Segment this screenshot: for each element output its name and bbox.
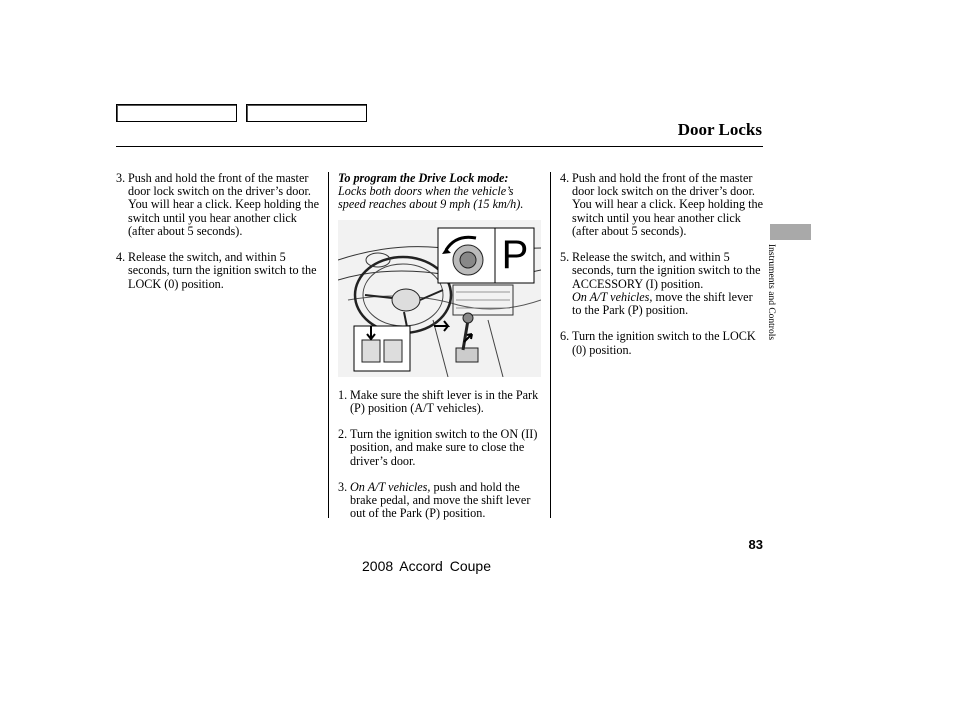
step-text: Push and hold the front of the master door lock switch on the driver’s door. You will hear a click. Keep holding the switch until you hear another click (after about 5 seconds).: [128, 171, 320, 238]
step-number: 6.: [560, 329, 570, 344]
step-number: 1.: [338, 387, 348, 402]
list-item: [116, 172, 321, 238]
section-intro: Locks both doors when the vehicle’s speed reaches about 9 mph (15 km/h).: [338, 184, 524, 212]
list-item: [338, 428, 544, 468]
column-middle: [338, 172, 544, 534]
column-divider-right: [550, 172, 551, 518]
page-title: Door Locks: [677, 120, 762, 139]
list-item: [116, 251, 321, 291]
step-number: 3.: [338, 480, 348, 494]
step-text: [350, 481, 544, 521]
step-text-body: Release the switch, and within 5 seconds, turn the ignition switch to the ACCESSORY (I) position.: [572, 250, 761, 291]
header-divider: [116, 146, 763, 147]
footer-vehicle-label: 2008 Accord Coupe: [362, 558, 491, 574]
section-label: [766, 244, 784, 374]
step-text-body: push and hold the brake pedal, and move the shift lever out of the Park (P) position.: [350, 480, 531, 521]
step-number: 3.: [116, 171, 126, 185]
step-number: 5.: [560, 250, 570, 265]
list-item: [560, 330, 764, 356]
dashboard-illustration: [338, 220, 541, 377]
step-number: 4.: [560, 171, 570, 185]
list-item: [338, 481, 544, 521]
list-item: [338, 389, 544, 415]
nav-button-contents[interactable]: [116, 104, 237, 122]
column-divider-left: [328, 172, 329, 518]
section-heading: To program the Drive Lock mode:: [338, 171, 509, 185]
step-text: Push and hold the front of the master door lock switch on the driver’s door. You will hear a click. Keep holding the switch until you hear another click (after about 5 seconds).: [572, 171, 764, 238]
step-text: [572, 251, 764, 317]
step-text: Turn the ignition switch to the ON (II) position, and make sure to close the driver’s door.: [350, 427, 538, 468]
step-condition: On A/T vehicles,: [572, 289, 653, 304]
step-condition: On A/T vehicles,: [350, 480, 431, 494]
step-note: move the shift lever to the Park (P) position.: [572, 289, 753, 318]
step-number: 2.: [338, 427, 348, 442]
column-right: [560, 172, 764, 370]
step-number: 4.: [116, 250, 126, 265]
column-left: [116, 172, 321, 304]
list-item: [560, 251, 764, 317]
step-text: Make sure the shift lever is in the Park (P) position (A/T vehicles).: [350, 387, 539, 415]
page-number: 83: [748, 537, 763, 552]
park-indicator-letter: P: [501, 232, 529, 277]
section-label-text: Instruments and Controls: [766, 244, 776, 341]
section-tab[interactable]: [770, 224, 811, 240]
step-text: Turn the ignition switch to the LOCK (0) position.: [572, 329, 756, 357]
step-text: Release the switch, and within 5 seconds, turn the ignition switch to the LOCK (0) position.: [128, 250, 317, 291]
nav-button-home[interactable]: [246, 104, 367, 122]
list-item: [560, 172, 764, 238]
